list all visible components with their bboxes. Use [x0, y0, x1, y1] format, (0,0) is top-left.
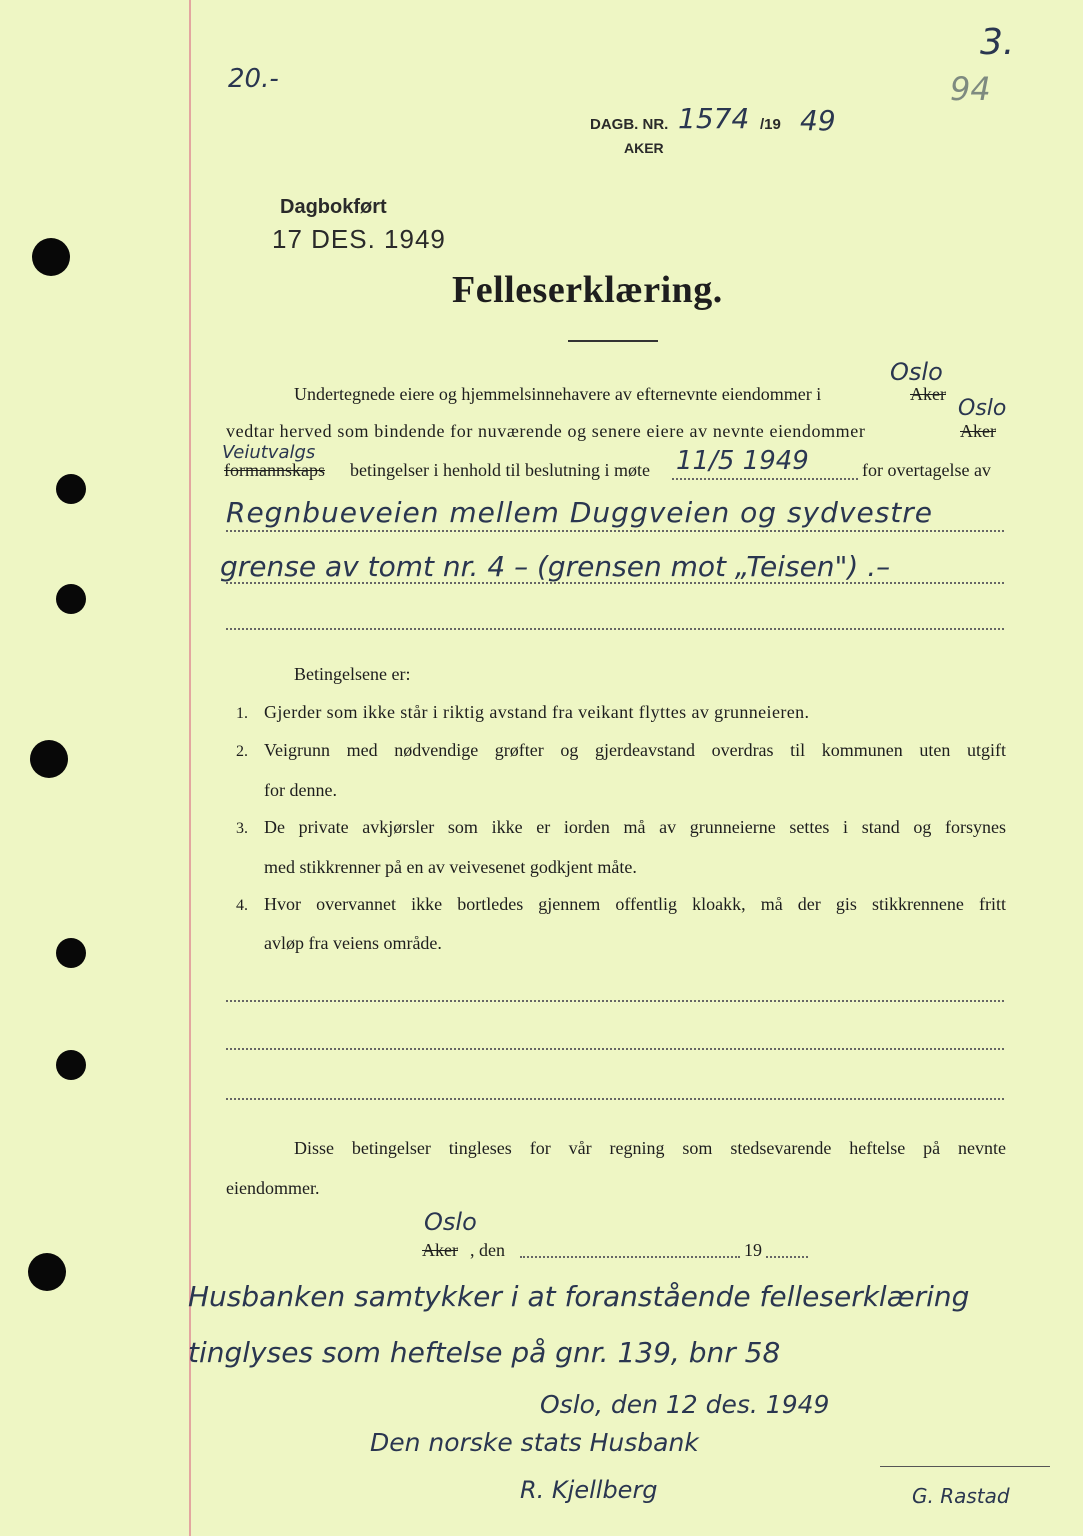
- dagb-year: 49: [800, 104, 836, 137]
- blank-line-2: [226, 1048, 1004, 1050]
- intro-line-1: Undertegnede eiere og hjemmelsinnehavere av efternevnte eiendommer i: [294, 384, 822, 404]
- condition-text: De private avkjørsler som ikke er iorden må av grunneierne settes i stand og forsynes: [264, 817, 1006, 837]
- signing-year-prefix: 19: [744, 1240, 762, 1260]
- punch-hole: [28, 1253, 66, 1291]
- condition-number: 2.: [236, 743, 248, 760]
- condition-text-cont: med stikkrenner på en av veivesenet godkjent måte.: [264, 857, 637, 877]
- margin-note-top-left: 20.-: [228, 64, 279, 94]
- meeting-date-dots: [672, 478, 858, 480]
- condition-text: Hvor overvannet ikke bortledes gjennem offentlig kloakk, må der gis stikkrennene fritt: [264, 894, 1006, 914]
- folio-number-mark: 94: [950, 70, 991, 108]
- meeting-date-hand: 11/5 1949: [676, 446, 809, 476]
- property-dots-3: [226, 628, 1004, 630]
- received-stamp-date: 17 DES. 1949: [272, 224, 446, 254]
- signing-date-dots: [520, 1256, 740, 1258]
- endorsement-line-1: Husbanken samtykker i at foranstående felleserklæring: [188, 1280, 970, 1313]
- punch-hole: [56, 1050, 86, 1080]
- signing-den: , den: [470, 1240, 505, 1260]
- intro-place2-struck: Aker: [960, 421, 996, 441]
- signature-1: R. Kjellberg: [520, 1476, 658, 1504]
- signing-place-struck: Aker: [422, 1240, 458, 1260]
- intro-place-struck: Aker: [910, 384, 946, 404]
- endorsement-date: Oslo, den 12 des. 1949: [540, 1390, 830, 1419]
- dagb-year-prefix: /19: [760, 116, 781, 133]
- signing-year-dots: [766, 1256, 808, 1258]
- dagb-number: 1574: [678, 102, 750, 135]
- condition-number: 3.: [236, 820, 248, 837]
- property-dots-1: [226, 530, 1004, 532]
- closing-line-2: eiendommer.: [226, 1178, 320, 1198]
- intro-line-2: vedtar herved som bindende for nuværende og senere eiere av nevnte eiendommer: [226, 421, 866, 441]
- property-description-line-1: Regnbueveien mellem Duggveien og sydvestre: [226, 496, 933, 529]
- authority-hand: Veiutvalgs: [222, 442, 316, 463]
- intro-line-3b: for overtagelse av: [862, 460, 991, 480]
- title-underline: [568, 340, 658, 342]
- conditions-heading: Betingelsene er:: [294, 664, 411, 684]
- punch-hole: [56, 938, 86, 968]
- authority-struck: formannskaps: [224, 460, 325, 480]
- punch-hole: [56, 584, 86, 614]
- property-description-line-2: grense av tomt nr. 4 – (grensen mot „Teisen") .–: [220, 550, 891, 583]
- condition-number: 4.: [236, 897, 248, 914]
- blank-line-3: [226, 1098, 1004, 1100]
- received-stamp-label: Dagbokført: [280, 196, 387, 218]
- signing-place-hand: Oslo: [424, 1208, 477, 1236]
- property-dots-2: [226, 582, 1004, 584]
- condition-text-cont: avløp fra veiens område.: [264, 933, 442, 953]
- signature-2: G. Rastad: [912, 1484, 1010, 1508]
- intro-line-3a: betingelser i henhold til beslutning i møte: [350, 460, 650, 480]
- condition-text-cont: for denne.: [264, 780, 337, 800]
- endorsement-line-2: tinglyses som heftelse på gnr. 139, bnr 58: [188, 1336, 781, 1369]
- intro-place2-hand: Oslo: [958, 396, 1007, 421]
- punch-hole: [30, 740, 68, 778]
- punch-hole: [56, 474, 86, 504]
- intro-place-hand: Oslo: [890, 358, 943, 386]
- dagb-place: AKER: [624, 140, 664, 156]
- condition-text: Gjerder som ikke står i riktig avstand fra veikant flyttes av grunneieren.: [264, 702, 810, 722]
- endorsement-issuer: Den norske stats Husbank: [370, 1428, 699, 1457]
- document-title: Felleserklæring.: [452, 269, 723, 311]
- page-number-mark: 3.: [980, 22, 1015, 63]
- condition-number: 1.: [236, 705, 248, 722]
- punch-hole: [32, 238, 70, 276]
- condition-text: Veigrunn med nødvendige grøfter og gjerdeavstand overdras til kommunen uten utgift: [264, 740, 1006, 760]
- closing-line-1: Disse betingelser tingleses for vår regning som stedsevarende heftelse på nevnte: [294, 1138, 1006, 1158]
- dagb-label: DAGB. NR.: [590, 116, 669, 133]
- blank-line-1: [226, 1000, 1004, 1002]
- signature-line: [880, 1466, 1050, 1467]
